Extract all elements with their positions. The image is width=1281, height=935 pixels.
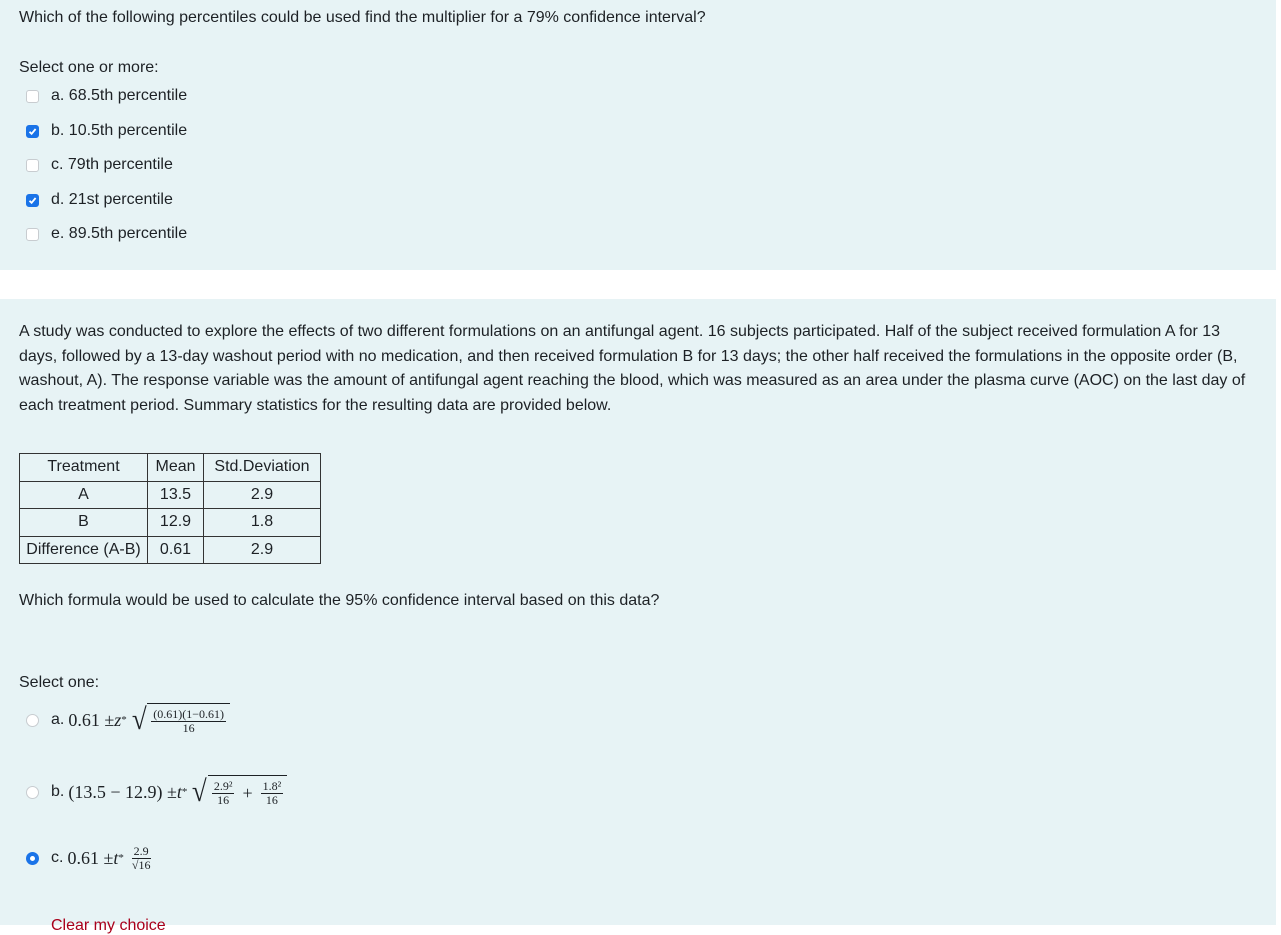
q1-option-b[interactable] (26, 120, 187, 142)
formula-c-multiplier: t (113, 847, 119, 868)
formula-a-fraction (151, 708, 226, 735)
question-2-text: A study was conducted to explore the effects of two different formulations on an antifungal agent. 16 subjects participated. Half of the subject received formulation A for 13 days, followed by a 13-day washout period with no medication, and then received formulation B for 13 days; the other half received the formulations in the opposite order (B, washout, A). The response variable was the amount of antifungal agent reaching the blood, which was measured as an area under the plasma curve (AOC) on the last day of each treatment period. Summary statistics for the resulting data are provided below. (19, 323, 1246, 414)
q2-option-c-letter: c. (51, 849, 64, 866)
clear-choice-link[interactable]: Clear my choice (51, 917, 166, 934)
formula-b-fraction-1 (212, 780, 235, 807)
formula-b (68, 775, 287, 809)
formula-a-multiplier: z (114, 709, 122, 730)
formula-c-star: * (118, 852, 124, 864)
checkbox-e[interactable] (26, 228, 39, 241)
q1-option-c[interactable] (26, 154, 173, 176)
q1-option-d[interactable] (26, 189, 173, 211)
formula-b-star: * (181, 786, 188, 798)
formula-a-lead: 0.61 ± (68, 709, 115, 730)
formula-c-denominator: √16 (131, 857, 151, 872)
table-cell: 2.9 (204, 481, 321, 509)
formula-b-denominator-1: 16 (217, 792, 230, 807)
table-header-row (20, 454, 321, 482)
formula-b-numerator-1: 2.9² (213, 778, 233, 793)
table-cell: 12.9 (148, 509, 204, 537)
table-cell: 13.5 (148, 481, 204, 509)
q1-option-d-label: d. 21st percentile (51, 191, 173, 208)
q1-option-e[interactable] (26, 223, 187, 245)
formula-a-numerator: (0.61)(1−0.61) (153, 706, 224, 721)
radio-c[interactable] (26, 852, 39, 865)
formula-b-plus: + (242, 782, 253, 803)
sqrt-symbol: √ $\frac{\text{2.9²}}{16}$ + $\frac{\text{1.8²}}{16}$ (191, 775, 287, 809)
formula-a-denominator: 16 (182, 720, 195, 735)
q2-option-c[interactable] (26, 839, 154, 877)
question-1-text: Which of the following percentiles could be used find the multiplier for a 79% confidence interval? (19, 9, 706, 26)
q2-option-a-letter: a. (51, 711, 65, 728)
q2-option-b-letter: b. (51, 783, 65, 800)
table-header: Treatment (20, 454, 148, 482)
table-cell: 2.9 (204, 536, 321, 564)
checkbox-b[interactable] (26, 125, 39, 138)
checkbox-a[interactable] (26, 90, 39, 103)
table-row (20, 509, 321, 537)
table-cell: 1.8 (204, 509, 321, 537)
formula-b-fraction-2 (261, 780, 284, 807)
question-2-panel (0, 299, 1276, 934)
q2-option-b[interactable] (26, 773, 287, 811)
formula-c-lead: 0.61 ± (67, 847, 114, 868)
sqrt-symbol: √ $\frac{(0.61)(1-0.61)}{16}$ (131, 703, 230, 737)
table-cell: 0.61 (148, 536, 204, 564)
question-2-question: Which formula would be used to calculate the 95% confidence interval based on this data? (19, 592, 660, 609)
radio-a[interactable] (26, 714, 39, 727)
formula-a-star: * (121, 714, 127, 726)
table-row (20, 536, 321, 564)
table-header: Std.Deviation (204, 454, 321, 482)
table-cell: A (20, 481, 148, 509)
formula-c-numerator: 2.9 (133, 843, 149, 858)
formula-b-denominator-2: 16 (265, 792, 278, 807)
checkbox-d[interactable] (26, 194, 39, 207)
q1-option-a[interactable] (26, 85, 187, 107)
q2-option-a[interactable] (26, 701, 230, 739)
summary-table (19, 453, 321, 564)
question-1-prompt: Select one or more: (19, 59, 159, 76)
question-1-panel (0, 0, 1276, 270)
formula-b-lead: (13.5 − 12.9) ± (68, 781, 177, 802)
checkbox-c[interactable] (26, 159, 39, 172)
formula-c-fraction (130, 845, 153, 872)
q1-option-e-label: e. 89.5th percentile (51, 225, 188, 242)
question-2-prompt: Select one: (19, 674, 100, 691)
table-header: Mean (148, 454, 204, 482)
formula-b-numerator-2: 1.8² (262, 778, 282, 793)
table-cell: Difference (A-B) (20, 536, 148, 564)
radio-b[interactable] (26, 786, 39, 799)
formula-c (67, 845, 154, 872)
q1-option-a-label: a. 68.5th percentile (51, 87, 188, 104)
q1-option-c-label: c. 79th percentile (51, 156, 173, 173)
q1-option-b-label: b. 10.5th percentile (51, 122, 188, 139)
table-row (20, 481, 321, 509)
table-cell: B (20, 509, 148, 537)
formula-b-multiplier: t (176, 781, 182, 802)
formula-a (68, 703, 230, 737)
